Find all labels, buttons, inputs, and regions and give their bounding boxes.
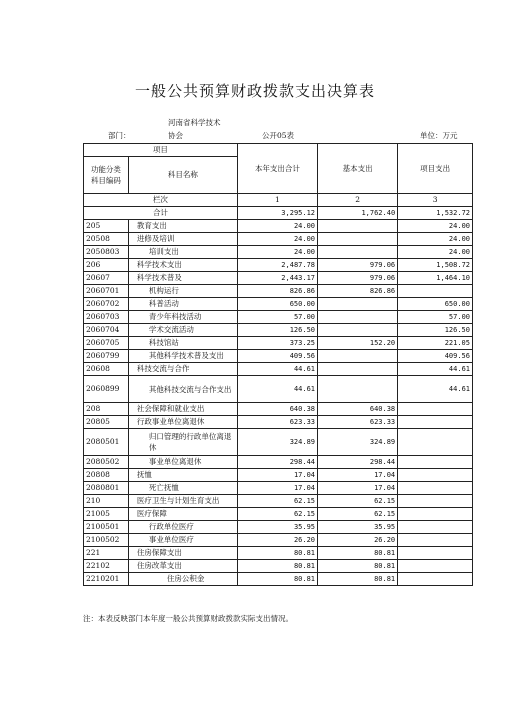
lanci-label: 栏次 [84, 194, 238, 207]
table-row [84, 350, 473, 363]
row-name: 其他科技交流与合作支出 [128, 376, 237, 403]
table-row [84, 521, 473, 534]
row-total: 80.81 [237, 573, 317, 586]
row-total: 17.04 [237, 469, 317, 482]
dept-label: 部门： [108, 131, 131, 140]
footnote: 注：本表反映部门本年度一般公共预算财政拨款实际支出情况。 [83, 614, 293, 623]
col-number-2: 2 [318, 194, 398, 207]
row-basic: 80.81 [318, 547, 398, 560]
row-total: 2,487.78 [237, 259, 317, 272]
row-total: 2,443.17 [237, 272, 317, 285]
row-total: 24.00 [237, 246, 317, 259]
row-project: 44.61 [398, 376, 473, 403]
row-total: 623.33 [237, 416, 317, 429]
row-code: 2050803 [84, 246, 129, 259]
row-code: 22102 [84, 560, 129, 573]
unit-label: 单位：万元 [420, 131, 458, 140]
row-code: 2060702 [84, 298, 129, 311]
row-name: 科技交流与合作 [128, 363, 237, 376]
row-project [398, 508, 473, 521]
row-basic [318, 220, 398, 233]
table-row [84, 311, 473, 324]
row-basic [318, 311, 398, 324]
row-project [398, 456, 473, 469]
row-name: 死亡抚恤 [128, 482, 237, 495]
sum-label: 合计 [84, 207, 238, 220]
row-name: 学术交流活动 [128, 324, 237, 337]
row-code: 2060799 [84, 350, 129, 363]
row-project: 57.00 [398, 311, 473, 324]
table-row [84, 482, 473, 495]
col-number-1: 1 [237, 194, 317, 207]
row-name: 医疗保障 [128, 508, 237, 521]
row-name: 抚恤 [128, 469, 237, 482]
row-code: 208 [84, 403, 129, 416]
row-code: 20808 [84, 469, 129, 482]
header-name: 科目名称 [128, 157, 237, 194]
table-row [84, 285, 473, 298]
row-code: 210 [84, 495, 129, 508]
header-project-expense: 项目支出 [398, 144, 473, 194]
row-total: 62.15 [237, 495, 317, 508]
row-code: 2060703 [84, 311, 129, 324]
row-code: 21005 [84, 508, 129, 521]
row-code: 20608 [84, 363, 129, 376]
row-basic: 80.81 [318, 573, 398, 586]
row-basic: 979.06 [318, 272, 398, 285]
sum-total: 3,295.12 [237, 207, 317, 220]
row-name: 归口管理的行政单位离退休 [128, 429, 237, 456]
row-code: 205 [84, 220, 129, 233]
row-basic: 62.15 [318, 508, 398, 521]
table-row [84, 298, 473, 311]
row-total: 80.81 [237, 560, 317, 573]
row-total: 80.81 [237, 547, 317, 560]
row-total: 409.56 [237, 350, 317, 363]
table-row [84, 534, 473, 547]
table-row [84, 573, 473, 586]
table-row [84, 324, 473, 337]
row-total: 324.89 [237, 429, 317, 456]
sum-project: 1,532.72 [398, 207, 473, 220]
row-project [398, 534, 473, 547]
row-basic: 152.20 [318, 337, 398, 350]
row-basic: 35.95 [318, 521, 398, 534]
row-name: 机构运行 [128, 285, 237, 298]
table-row [84, 259, 473, 272]
row-basic [318, 350, 398, 363]
row-basic [318, 233, 398, 246]
row-total: 35.95 [237, 521, 317, 534]
row-total: 24.00 [237, 220, 317, 233]
row-project: 221.05 [398, 337, 473, 350]
table-row [84, 376, 473, 403]
row-name: 科普活动 [128, 298, 237, 311]
row-total: 24.00 [237, 233, 317, 246]
table-row [84, 547, 473, 560]
row-total: 126.50 [237, 324, 317, 337]
table-row [84, 495, 473, 508]
row-basic: 826.86 [318, 285, 398, 298]
row-basic: 623.33 [318, 416, 398, 429]
row-basic: 62.15 [318, 495, 398, 508]
row-total: 373.25 [237, 337, 317, 350]
row-code: 206 [84, 259, 129, 272]
row-total: 26.20 [237, 534, 317, 547]
row-project [398, 482, 473, 495]
row-total: 44.61 [237, 376, 317, 403]
row-project [398, 495, 473, 508]
row-project: 24.00 [398, 233, 473, 246]
row-code: 2080502 [84, 456, 129, 469]
table-row [84, 337, 473, 350]
row-total: 57.00 [237, 311, 317, 324]
row-code: 20607 [84, 272, 129, 285]
row-total: 826.86 [237, 285, 317, 298]
row-total: 650.00 [237, 298, 317, 311]
row-name: 进修及培训 [128, 233, 237, 246]
dept-name-line1: 河南省科学技术 [168, 118, 221, 127]
row-code: 2060705 [84, 337, 129, 350]
row-project: 24.00 [398, 220, 473, 233]
row-basic: 979.06 [318, 259, 398, 272]
table-row [84, 560, 473, 573]
row-total: 62.15 [237, 508, 317, 521]
row-project [398, 560, 473, 573]
row-basic [318, 324, 398, 337]
row-basic: 17.04 [318, 482, 398, 495]
row-project [398, 469, 473, 482]
row-project [398, 521, 473, 534]
row-basic [318, 363, 398, 376]
col-number-3: 3 [398, 194, 473, 207]
row-basic [318, 298, 398, 311]
row-code: 20805 [84, 416, 129, 429]
row-code: 2210201 [84, 573, 129, 586]
row-code: 2060899 [84, 376, 129, 403]
row-total: 44.61 [237, 363, 317, 376]
row-basic [318, 376, 398, 403]
row-project: 1,464.10 [398, 272, 473, 285]
form-code: 公开05表 [262, 131, 295, 140]
row-basic: 324.89 [318, 429, 398, 456]
row-name: 科学技术普及 [128, 272, 237, 285]
row-code: 2100502 [84, 534, 129, 547]
row-project [398, 429, 473, 456]
row-basic [318, 246, 398, 259]
row-code: 2080501 [84, 429, 129, 456]
row-name: 医疗卫生与计划生育支出 [128, 495, 237, 508]
page-title: 一般公共预算财政拨款支出决算表 [134, 82, 375, 100]
row-code: 2060701 [84, 285, 129, 298]
row-name: 行政单位医疗 [128, 521, 237, 534]
table-row [84, 363, 473, 376]
row-basic: 640.38 [318, 403, 398, 416]
row-project [398, 403, 473, 416]
row-project [398, 416, 473, 429]
row-project: 24.00 [398, 246, 473, 259]
row-name: 住房改革支出 [128, 560, 237, 573]
table-row [84, 416, 473, 429]
table-row [84, 272, 473, 285]
row-name: 科学技术支出 [128, 259, 237, 272]
row-basic: 298.44 [318, 456, 398, 469]
table-row [84, 403, 473, 416]
row-name: 住房保障支出 [128, 547, 237, 560]
row-code: 20508 [84, 233, 129, 246]
table-row [84, 220, 473, 233]
row-basic: 80.81 [318, 560, 398, 573]
header-code: 功能分类 科目编码 [84, 157, 129, 194]
row-name: 培训支出 [128, 246, 237, 259]
table-row [84, 469, 473, 482]
row-total: 640.38 [237, 403, 317, 416]
header-basic: 基本支出 [318, 144, 398, 194]
row-name: 教育支出 [128, 220, 237, 233]
table-row [84, 508, 473, 521]
header-total: 本年支出合计 [237, 144, 317, 194]
row-name: 住房公积金 [128, 573, 237, 586]
expenditure-table [83, 143, 473, 586]
header-project: 项目 [84, 144, 238, 157]
table-row [84, 233, 473, 246]
row-project: 126.50 [398, 324, 473, 337]
row-basic: 17.04 [318, 469, 398, 482]
row-name: 事业单位离退休 [128, 456, 237, 469]
table-row [84, 429, 473, 456]
row-name: 事业单位医疗 [128, 534, 237, 547]
row-project: 1,508.72 [398, 259, 473, 272]
dept-name-line2: 协会 [168, 131, 183, 140]
row-name: 社会保障和就业支出 [128, 403, 237, 416]
row-project [398, 573, 473, 586]
row-total: 17.04 [237, 482, 317, 495]
row-project [398, 285, 473, 298]
row-project: 409.56 [398, 350, 473, 363]
row-code: 221 [84, 547, 129, 560]
row-basic: 26.20 [318, 534, 398, 547]
row-code: 2060704 [84, 324, 129, 337]
sum-basic: 1,762.40 [318, 207, 398, 220]
row-name: 青少年科技活动 [128, 311, 237, 324]
row-name: 其他科学技术普及支出 [128, 350, 237, 363]
row-project [398, 547, 473, 560]
row-name: 行政事业单位离退休 [128, 416, 237, 429]
row-code: 2100501 [84, 521, 129, 534]
row-project: 650.00 [398, 298, 473, 311]
table-row [84, 456, 473, 469]
table-row [84, 246, 473, 259]
row-code: 2080801 [84, 482, 129, 495]
row-name: 科技馆站 [128, 337, 237, 350]
row-total: 298.44 [237, 456, 317, 469]
row-project: 44.61 [398, 363, 473, 376]
